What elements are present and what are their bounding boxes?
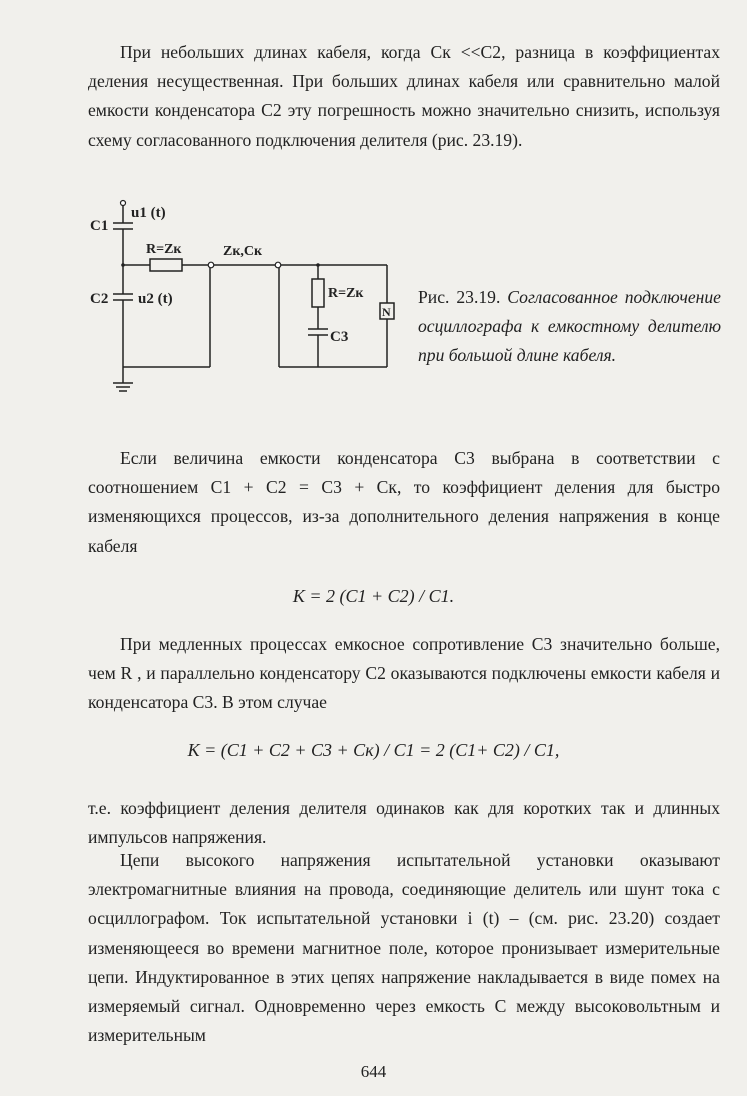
caption-label: Рис. 23.19. (418, 287, 501, 307)
figure-caption (418, 283, 721, 370)
label-scope: N (382, 305, 391, 319)
page-number: 644 (360, 1062, 387, 1081)
paragraph-4: т.е. коэффициент деления делителя одинаков как для коротких так и длинных импульсов напряжения. (88, 798, 720, 848)
formula-1: K = 2 (C1 + C2) / C1. (292, 586, 455, 606)
label-r-right: R=Zк (328, 286, 364, 301)
paragraph-1: При небольших длинах кабеля, когда Cк <<C2, разница в коэффициентах деления несущественная. При больших длинах кабеля или сравнительно малой емкости конденсатора C2 эту погрешность можно значительно снизить, используя схему согласованного подключения делителя (рис. 23.19). (88, 42, 720, 150)
paragraph-3: При медленных процессах емкосное сопротивление C3 значительно больше, чем R , и параллельно конденсатору C2 оказываются подключены емкости кабеля и конденсатора C3. В этом случае (88, 634, 720, 713)
label-cable: Zк,Cк (223, 244, 263, 259)
caption-text: Согласованное подключение осциллографа к емкостному делителю при большой длине кабеля. (418, 287, 721, 365)
label-u1: u1 (t) (131, 205, 166, 221)
label-c2: C2 (90, 291, 109, 307)
label-c1: C1 (90, 218, 109, 234)
paragraph-2: Если величина емкости конденсатора C3 выбрана в соответствии с соотношением C1 + C2 = C3 + Cк, то коэффициент деления для быстро изменяющихся процессов, из-за дополнительного деления напряжения в конце кабеля (88, 448, 720, 556)
circuit-diagram (80, 195, 410, 410)
formula-2: K = (C1 + C2 + C3 + Cк) / C1 = 2 (C1+ C2) / C1, (187, 740, 560, 760)
paragraph-5: Цепи высокого напряжения испытательной установки оказывают электромагнитные влияния на провода, соединяющие делитель или шунт тока с осциллографом. Ток испытательной установки i (t) – (см. рис. 23.20) создает изменяющееся во времени магнитное поле, которое пронизывает измерительные цепи. Индуктированное в этих цепях напряжение накладывается в виде помех на измеряемый сигнал. Одновременно через емкость C между высоковольтным и измерительным (88, 850, 720, 1046)
label-r-left: R=Zк (146, 242, 182, 257)
label-u2: u2 (t) (138, 291, 173, 307)
label-c3: C3 (330, 329, 349, 345)
